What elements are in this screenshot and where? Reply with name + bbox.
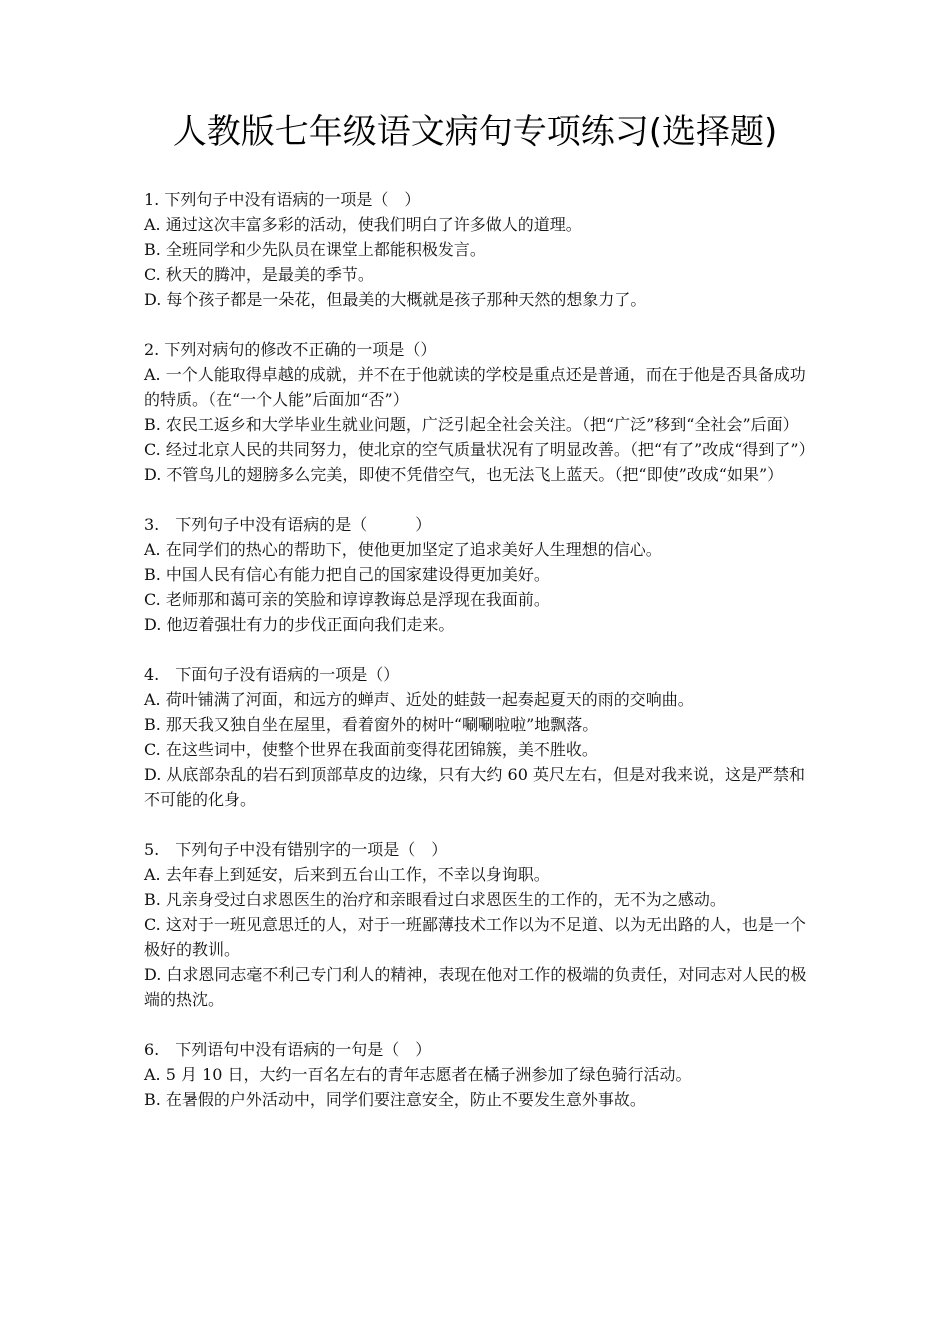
question-3 [144, 512, 812, 637]
option-c: C. 在这些词中，使整个世界在我面前变得花团锦簇，美不胜收。 [144, 740, 598, 759]
option-b: B. 中国人民有信心有能力把自己的国家建设得更加美好。 [144, 565, 550, 584]
option-a: A. 通过这次丰富多彩的活动，使我们明白了许多做人的道理。 [144, 215, 582, 234]
page-title: 人教版七年级语文病句专项练习(选择题) [172, 112, 778, 152]
question-stem: 2. 下列对病句的修改不正确的一项是（） [144, 340, 437, 359]
option-c: C. 秋天的腾冲，是最美的季节。 [144, 265, 374, 284]
option-d: D. 从底部杂乱的岩石到顶部草皮的边缘，只有大约 60 英尺左右，但是对我来说，这是严禁和不可能的化身。 [144, 765, 805, 809]
option-d: D. 他迈着强壮有力的步伐正面向我们走来。 [144, 615, 455, 634]
question-2 [144, 337, 815, 487]
option-c: C. 这对于一班见意思迁的人，对于一班鄙薄技术工作以为不足道、以为无出路的人，也是一个极好的教训。 [144, 915, 806, 959]
option-b: B. 那天我又独自坐在屋里，看着窗外的树叶“唰唰啦啦”地飘落。 [144, 715, 599, 734]
question-6 [144, 1037, 812, 1112]
question-stem: 3. 下列句子中没有语病的是（ ） [144, 515, 432, 534]
option-a: A. 去年春上到延安，后来到五台山工作，不幸以身询职。 [144, 865, 550, 884]
option-a: A. 荷叶铺满了河面，和远方的蝉声、近处的蛙鼓一起奏起夏天的雨的交响曲。 [144, 690, 694, 709]
question-stem: 4. 下面句子没有语病的一项是（） [144, 665, 400, 684]
option-c: C. 经过北京人民的共同努力，使北京的空气质量状况有了明显改善。（把“有了”改成“得到了”） [144, 440, 815, 459]
option-b: B. 在暑假的户外活动中，同学们要注意安全，防止不要发生意外事故。 [144, 1090, 646, 1109]
option-c: C. 老师那和蔼可亲的笑脸和谆谆教诲总是浮现在我面前。 [144, 590, 550, 609]
question-5 [144, 837, 812, 1012]
option-b: B. 全班同学和少先队员在课堂上都能积极发言。 [144, 240, 486, 259]
question-stem: 6. 下列语句中没有语病的一句是（ ） [144, 1040, 432, 1059]
question-4 [144, 662, 812, 812]
option-b: B. 凡亲身受过白求恩医生的治疗和亲眼看过白求恩医生的工作的，无不为之感动。 [144, 890, 726, 909]
option-b: B. 农民工返乡和大学毕业生就业问题，广泛引起全社会关注。（把“广泛”移到“全社会”后面） [144, 415, 799, 434]
option-a: A. 5 月 10 日，大约一百名左右的青年志愿者在橘子洲参加了绿色骑行活动。 [144, 1065, 692, 1084]
question-stem: 1. 下列句子中没有语病的一项是（ ） [144, 190, 421, 209]
question-1 [144, 187, 812, 312]
question-stem: 5. 下列句子中没有错别字的一项是（ ） [144, 840, 448, 859]
option-d: D. 白求恩同志毫不利己专门利人的精神，表现在他对工作的极端的负责任，对同志对人民的极端的热沈。 [144, 965, 807, 1009]
question-list [144, 187, 815, 1137]
option-a: A. 一个人能取得卓越的成就，并不在于他就读的学校是重点还是普通，而在于他是否具备成功的特质。（在“一个人能”后面加“否”） [144, 365, 806, 409]
option-d: D. 不管鸟儿的翅膀多么完美，即使不凭借空气，也无法飞上蓝天。（把“即使”改成“如果”） [144, 465, 784, 484]
option-a: A. 在同学们的热心的帮助下，使他更加坚定了追求美好人生理想的信心。 [144, 540, 662, 559]
option-d: D. 每个孩子都是一朵花，但最美的大概就是孩子那种天然的想象力了。 [144, 290, 647, 309]
